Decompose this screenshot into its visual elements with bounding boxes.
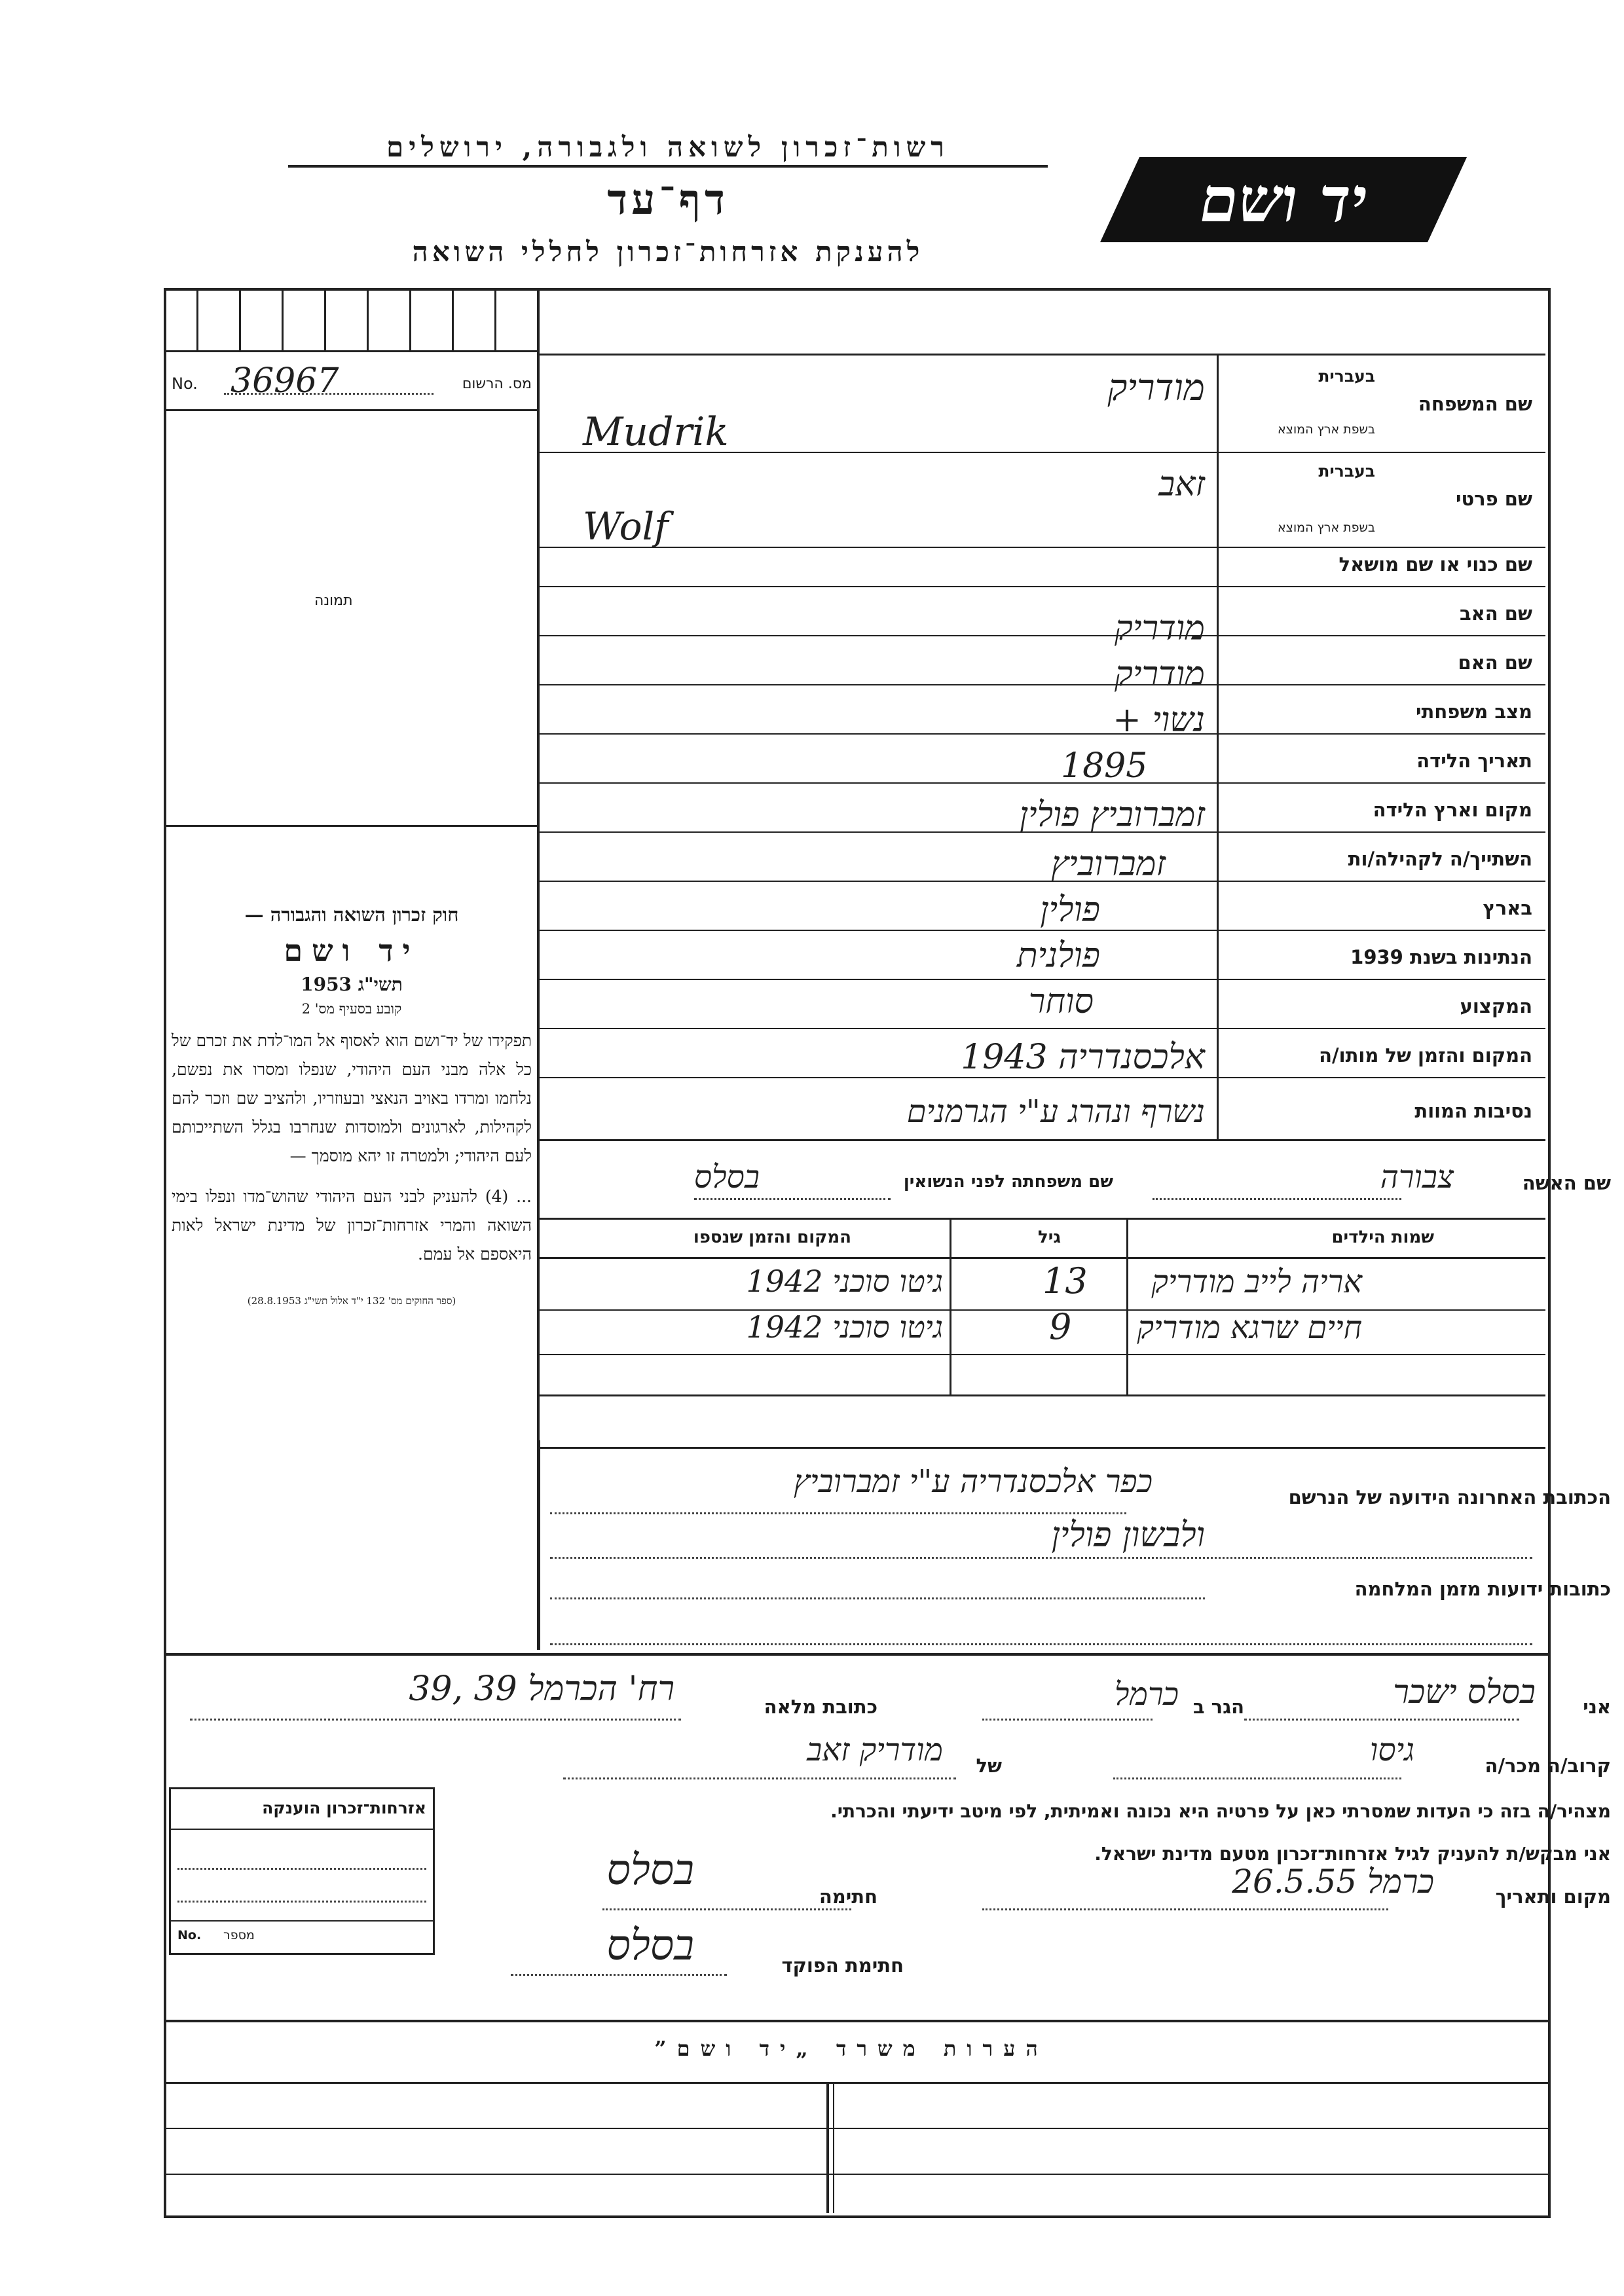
of-label: של: [976, 1755, 1002, 1777]
notes-title: הערות משרד „יד ושם”: [654, 2036, 1048, 2061]
place-date-label: מקום ותאריך: [1495, 1886, 1611, 1908]
birth-place-label: מקום וארץ הלידה: [1373, 799, 1532, 821]
no-label: No.: [172, 374, 198, 393]
first-name-hebrew: זאב: [1158, 465, 1205, 504]
declarant-city: כרמל: [1115, 1676, 1179, 1713]
country-value: פולין: [1040, 890, 1100, 930]
children-row-1: [538, 1260, 1545, 1309]
child-age: 9: [1049, 1306, 1072, 1347]
authority-title: רשות־זכרון לשואה ולגבורה, ירושלים: [288, 131, 1048, 168]
first-name-latin: Wolf: [583, 504, 669, 549]
last-address-value-1: כפר אלכסנדריה ע"י זמברוביץ: [793, 1463, 1153, 1500]
full-address-label: כתובת מלאה: [764, 1696, 877, 1718]
form-subtitle: להענקת אזרחות־זכרון לחללי השואה: [412, 236, 924, 268]
citizenship-1939-value: פולנית: [1016, 936, 1100, 975]
svg-text:יד ושם: יד ושם: [1200, 164, 1367, 236]
profession-value: סוחר: [1028, 982, 1094, 1021]
official-signature-label: חתימת הפוקד: [781, 1954, 904, 1977]
family-name-label: שם המשפחה: [1418, 393, 1532, 415]
birth-date-value: 1895: [1061, 746, 1148, 786]
request-text: אני מבקש/ת להעניק לגיל אזרחות־זכרון מטעם מדינת ישראל.: [1094, 1843, 1611, 1865]
birth-place-value: זמברוביץ פולין: [1019, 795, 1205, 835]
community-value: זמברוביץ: [1050, 845, 1166, 884]
citizenship-granted-box: [169, 1787, 435, 1955]
father-value: מודריק: [1115, 609, 1205, 648]
law-block: [172, 903, 532, 1307]
declaration-text: מצהיר/ה בזה כי העדות שמסרתי כאן על פרטיה היא נכונה ואמיתית, לפי מיטב ידיעתי והכרתי.: [830, 1800, 1611, 1822]
last-address-label: הכתובת האחרונה הידועה של הנרשם: [1288, 1486, 1611, 1508]
child-name: אריה לייב מודריק: [1151, 1264, 1362, 1300]
mother-label: שם האם: [1458, 651, 1532, 674]
profession-label: המקצוע: [1460, 995, 1532, 1017]
death-place-value: אלכסנדריה 1943: [961, 1038, 1205, 1077]
in-origin-language-label: בשפת ארץ המוצא: [1277, 422, 1375, 437]
children-place-header: המקום והזמן שנספו: [693, 1228, 851, 1247]
wife-value: צבורה: [1380, 1159, 1454, 1195]
wife-label: שם האשה: [1522, 1172, 1611, 1194]
family-name-latin: Mudrik: [583, 409, 729, 455]
maiden-name-value: בסלס: [693, 1159, 760, 1195]
citizenship-box-no-label: No.: [177, 1928, 202, 1942]
official-signature: בסלס: [606, 1922, 694, 1970]
form-title: דף־עד: [607, 175, 729, 225]
last-address-value-2: ולבשון פולין: [1051, 1516, 1205, 1555]
resides-label: הגר ב: [1192, 1696, 1244, 1718]
law-footnote: (ספר החוקים מס' 132 י"ד אלול תשי"ג 28.8.1953): [247, 1295, 456, 1307]
marital-status-value: נשוי +: [1113, 701, 1205, 740]
law-item-4: ... (4) להעניק לבני העם היהודי שהוש־מדו ונפלו בימי השואה והמרי אזרחות־זכרון של מדינת ישראל לאות היאספם אל עמם.: [172, 1187, 532, 1264]
child-place: גיטו סוכני 1942: [746, 1309, 943, 1345]
country-label: בארץ: [1483, 897, 1532, 919]
registration-number: 36967: [231, 361, 339, 401]
nickname-label: שם כנוי או שם מושאל: [1338, 553, 1532, 575]
death-circumstances-value: נשרף ונהרג ע"י הגרמנים: [906, 1093, 1205, 1130]
child-place: גיטו סוכני 1942: [746, 1264, 943, 1299]
declarant-relation: גיסו: [1369, 1732, 1414, 1768]
citizenship-box-number-label: מספר: [223, 1928, 255, 1942]
relative-label: קרוב/ה מכר/ה: [1485, 1755, 1611, 1777]
mother-value: מודריק: [1115, 655, 1205, 694]
place-and-date: כרמל 26.5.55: [1232, 1863, 1434, 1901]
birth-date-label: תאריך הלידה: [1416, 750, 1532, 772]
in-hebrew-label-2: בעברית: [1318, 462, 1375, 481]
declarant-full-address: רח' הכרמל 39 ,39: [409, 1669, 674, 1709]
registration-label: מס. הרשום: [462, 376, 532, 392]
father-label: שם האב: [1459, 602, 1532, 625]
citizenship-1939-label: הנתינות בשנת 1939: [1350, 946, 1532, 968]
law-name: יד ושם: [284, 933, 420, 968]
in-hebrew-label: בעברית: [1318, 367, 1375, 386]
children-row-2: [538, 1306, 1545, 1355]
community-label: השתייך/ה לקהילה/ות: [1348, 848, 1532, 870]
death-place-label: המקום והזמן של מותו/ה: [1319, 1044, 1532, 1066]
signature-label: חתימה: [819, 1886, 877, 1908]
child-age: 13: [1043, 1260, 1088, 1302]
children-name-header: שמות הילדים: [1331, 1228, 1434, 1247]
law-section: קובע בסעיף מס' 2: [301, 1001, 402, 1017]
marital-status-label: מצב משפחתי: [1415, 701, 1532, 723]
law-title: חוק זכרון השואה והגבורה —: [244, 903, 459, 926]
citizenship-box-title: אזרחות־זכרון הוענקה: [262, 1798, 426, 1817]
in-origin-language-label-2: בשפת ארץ המוצא: [1277, 520, 1375, 535]
law-body: תפקידו של יד־ושם הוא לאסוף אל המו־לדת את זכרם של כל אלה מבני העם היהודי, שנפלו ומסרו את נפשם, נלחמו ומרדו באויב הנאצי ובעוזריו, ולהציב שם וזכר להם לקהילות, לארגונים ולמוסדות שנחרבו בגלל השתייכותם לעם היהודי; ולמטרה זו יהא מוסמך —: [172, 1031, 532, 1165]
declarant-signature: בסלס: [606, 1846, 694, 1895]
child-name: חיים שרגא מודריק: [1137, 1309, 1362, 1346]
law-year: תשי"ג 1953: [301, 974, 403, 995]
children-age-header: גיל: [1037, 1228, 1061, 1247]
declarant-name: בסלס ישכר: [1393, 1673, 1536, 1711]
family-name-hebrew: מודריק: [1107, 367, 1205, 409]
wartime-address-label: כתובות ידועות מזמן המלחמה: [1354, 1578, 1611, 1600]
registration-number-row: [172, 361, 532, 401]
declarant-of-value: מודריק זאב: [807, 1732, 943, 1768]
yad-vashem-logo: [1100, 151, 1467, 249]
declarant-i-label: אני: [1583, 1696, 1611, 1718]
first-name-label: שם פרטי: [1455, 488, 1532, 510]
maiden-name-label: שם משפחתה לפני הנשואין: [903, 1172, 1113, 1192]
death-circumstances-label: נסיבות המוות: [1414, 1100, 1532, 1122]
photo-label: תמונה: [314, 592, 353, 609]
